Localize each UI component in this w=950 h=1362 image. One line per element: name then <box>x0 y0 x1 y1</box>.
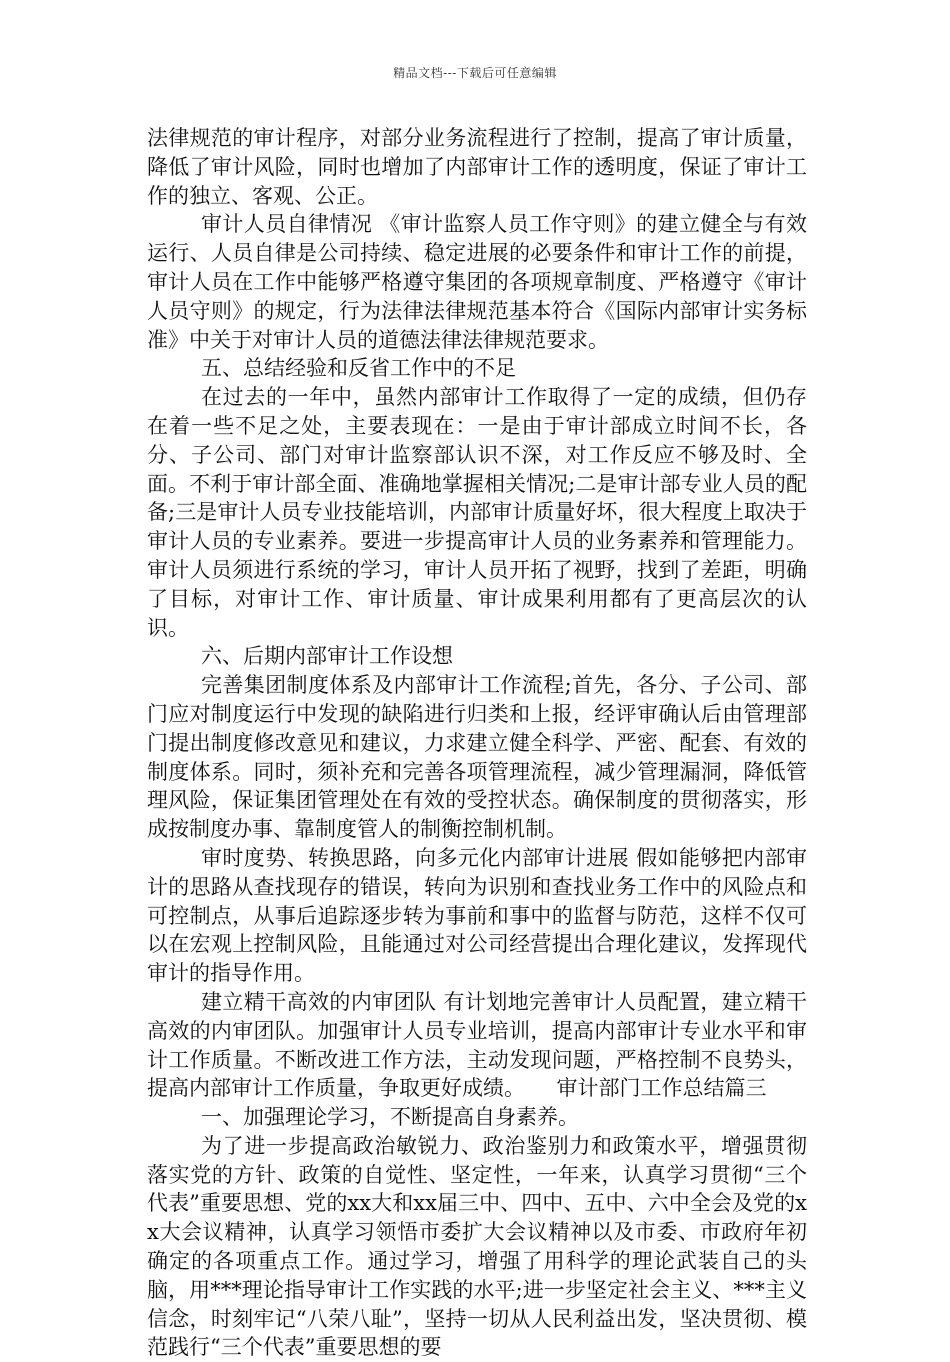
paragraph-2: 审计人员自律情况 《审计监察人员工作守则》的建立健全与有效运行、人员自律是公司持续、稳定进展的必要条件和审计工作的前提，审计人员在工作中能够严格遵守集团的各项规章制度、严格遵守《审计人员守则》的规定，行为法律法律规范基本符合《国际内部审计实务标准》中关于对审计人员的道德法律法律规范要求。 <box>147 212 807 352</box>
page-header: 精品文档---下载后可任意编辑 <box>393 66 557 80</box>
paragraph-1: 法律规范的审计程序，对部分业务流程进行了控制，提高了审计质量，降低了审计风险，同时也增加了内部审计工作的透明度，保证了审计工作的独立、客观、公正。 <box>147 126 807 208</box>
paragraph-5: 审时度势、转换思路，向多元化内部审计进展 假如能够把内部审计的思路从查找现存的错误，转向为识别和查找业务工作中的风险点和可控制点，从事后追踪逐步转为事前和事中的监督与防范，这样不仅可以在宏观上控制风险，且能通过对公司经营提出合理化建议，发挥现代审计的指导作用。 <box>147 845 807 986</box>
document-body <box>147 124 807 1362</box>
paragraph-3: 在过去的一年中，虽然内部审计工作取得了一定的成绩，但仍存在着一些不足之处，主要表现在：一是由于审计部成立时间不长，各分、子公司、部门对审计监察部认识不深，对工作反应不够及时、全面。不利于审计部全面、准确地掌握相关情况;二是审计部专业人员的配备;三是审计人员专业技能培训，内部审计质量好坏，很大程度上取决于审计人员的专业素养。要进一步提高审计人员的业务素养和管理能力。审计人员须进行系统的学习，审计人员开拓了视野，找到了差距，明确了目标，对审计工作、审计质量、审计成果利用都有了更高层次的认识。 <box>147 385 807 640</box>
paragraph-7: 为了进一步提高政治敏锐力、政治鉴别力和政策水平，增强贯彻落实党的方针、政策的自觉性、坚定性，一年来，认真学习贯彻“三个代表”重要思想、党的xx大和xx届三中、四中、五中、六中全会及党的xx大会议精神，认真学习领悟市委扩大会议精神以及市委、市政府年初确定的各项重点工作。通过学习，增强了用科学的理论武装自己的头脑，用***理论指导审计工作实践的水平;进一步坚定社会主义、***主义信念，时刻牢记“八荣八耻”，坚持一切从人民利益出发，坚决贯彻、模范践行“三个代表”重要思想的要 <box>147 1133 807 1360</box>
section-heading-1: 一、加强理论学习，不断提高自身素养。 <box>201 1105 579 1130</box>
section-heading-5: 五、总结经验和反省工作中的不足 <box>201 356 516 381</box>
section-heading-6: 六、后期内部审计工作设想 <box>201 644 453 669</box>
paragraph-6: 建立精干高效的内审团队 有计划地完善审计人员配置，建立精干高效的内审团队。加强审计人员专业培训，提高内部审计专业水平和审计工作质量。不断改进工作方法，主动发现问题，严格控制不良势头，提高内部审计工作质量，争取更好成绩。 审计部门工作总结篇三 <box>147 989 807 1101</box>
paragraph-4: 完善集团制度体系及内部审计工作流程;首先，各分、子公司、部门应对制度运行中发现的缺陷进行归类和上报，经评审确认后由管理部门提出制度修改意见和建议，力求建立健全科学、严密、配套、有效的制度体系。同时，须补充和完善各项管理流程，减少管理漏洞，降低管理风险，保证集团管理处在有效的受控状态。确保制度的贯彻落实，形成按制度办事、靠制度管人的制衡控制机制。 <box>147 673 807 842</box>
